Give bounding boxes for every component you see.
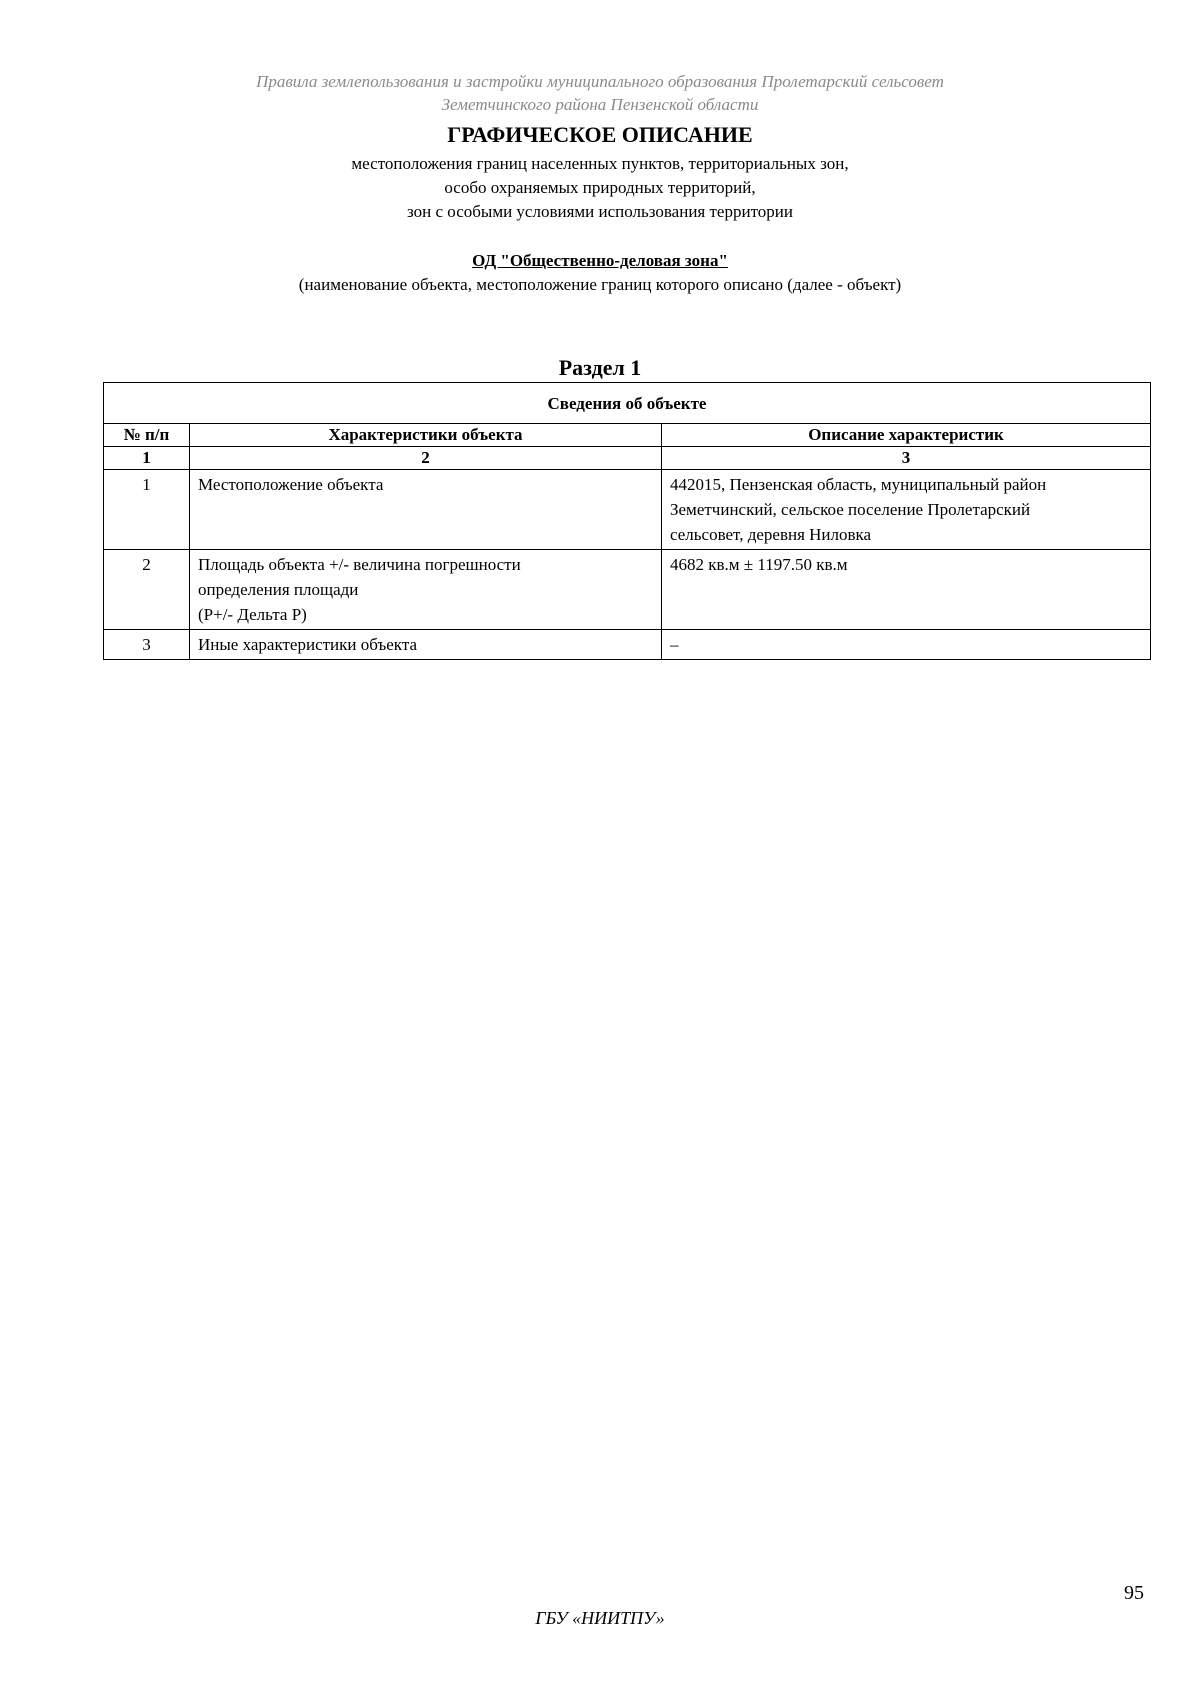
row-characteristic (190, 550, 662, 630)
subtitle-line-2: особо охраняемых природных территорий, (444, 178, 756, 197)
row-number: 2 (104, 550, 190, 630)
description-line: сельсовет, деревня Ниловка (670, 525, 872, 544)
table-row (104, 630, 1151, 660)
object-name: ОД "Общественно-деловая зона" (472, 251, 728, 270)
characteristic-line: определения площади (198, 580, 359, 599)
running-header-line-1: Правила землепользования и застройки муниципального образования Пролетарский сельсовет (256, 72, 944, 91)
column-number-row (104, 447, 1151, 470)
section-title: Раздел 1 (558, 355, 642, 380)
subtitle-line-1: местоположения границ населенных пунктов, территориальных зон, (351, 154, 849, 173)
table-row (104, 470, 1151, 550)
header-characteristic: Характеристики объекта (190, 424, 662, 447)
description-line: 4682 кв.м ± 1197.50 кв.м (670, 555, 848, 574)
table-header-row (104, 424, 1151, 447)
characteristic-line: Местоположение объекта (198, 475, 384, 494)
characteristic-line: Иные характеристики объекта (198, 635, 418, 654)
table-caption-row (104, 383, 1151, 424)
row-characteristic (190, 630, 662, 660)
document-title: ГРАФИЧЕСКОЕ ОПИСАНИЕ (447, 122, 753, 147)
running-header (0, 70, 1200, 116)
table-caption: Сведения об объекте (104, 383, 1151, 424)
document-subtitle (0, 152, 1200, 224)
table-row (104, 550, 1151, 630)
row-description (662, 550, 1151, 630)
row-description (662, 630, 1151, 660)
description-line: 442015, Пензенская область, муниципальный район (670, 475, 1047, 494)
object-caption: (наименование объекта, местоположение границ которого описано (далее - объект) (298, 275, 902, 294)
header-description: Описание характеристик (662, 424, 1151, 447)
object-info-table (103, 382, 1151, 660)
row-description (662, 470, 1151, 550)
row-number: 1 (104, 470, 190, 550)
column-number-1: 1 (104, 447, 190, 470)
page-number: 95 (1124, 1582, 1144, 1604)
description-line: – (670, 635, 679, 654)
description-line: Земетчинский, сельское поселение Пролетарский (670, 500, 1031, 519)
characteristic-line: (P+/- Дельта P) (198, 605, 307, 624)
row-characteristic (190, 470, 662, 550)
column-number-2: 2 (190, 447, 662, 470)
subtitle-line-3: зон с особыми условиями использования территории (407, 202, 793, 221)
row-number: 3 (104, 630, 190, 660)
column-number-3: 3 (662, 447, 1151, 470)
header-num: № п/п (104, 424, 190, 447)
characteristic-line: Площадь объекта +/- величина погрешности (198, 555, 521, 574)
footer-organization: ГБУ «НИИТПУ» (535, 1608, 665, 1628)
running-header-line-2: Земетчинского района Пензенской области (441, 95, 759, 114)
